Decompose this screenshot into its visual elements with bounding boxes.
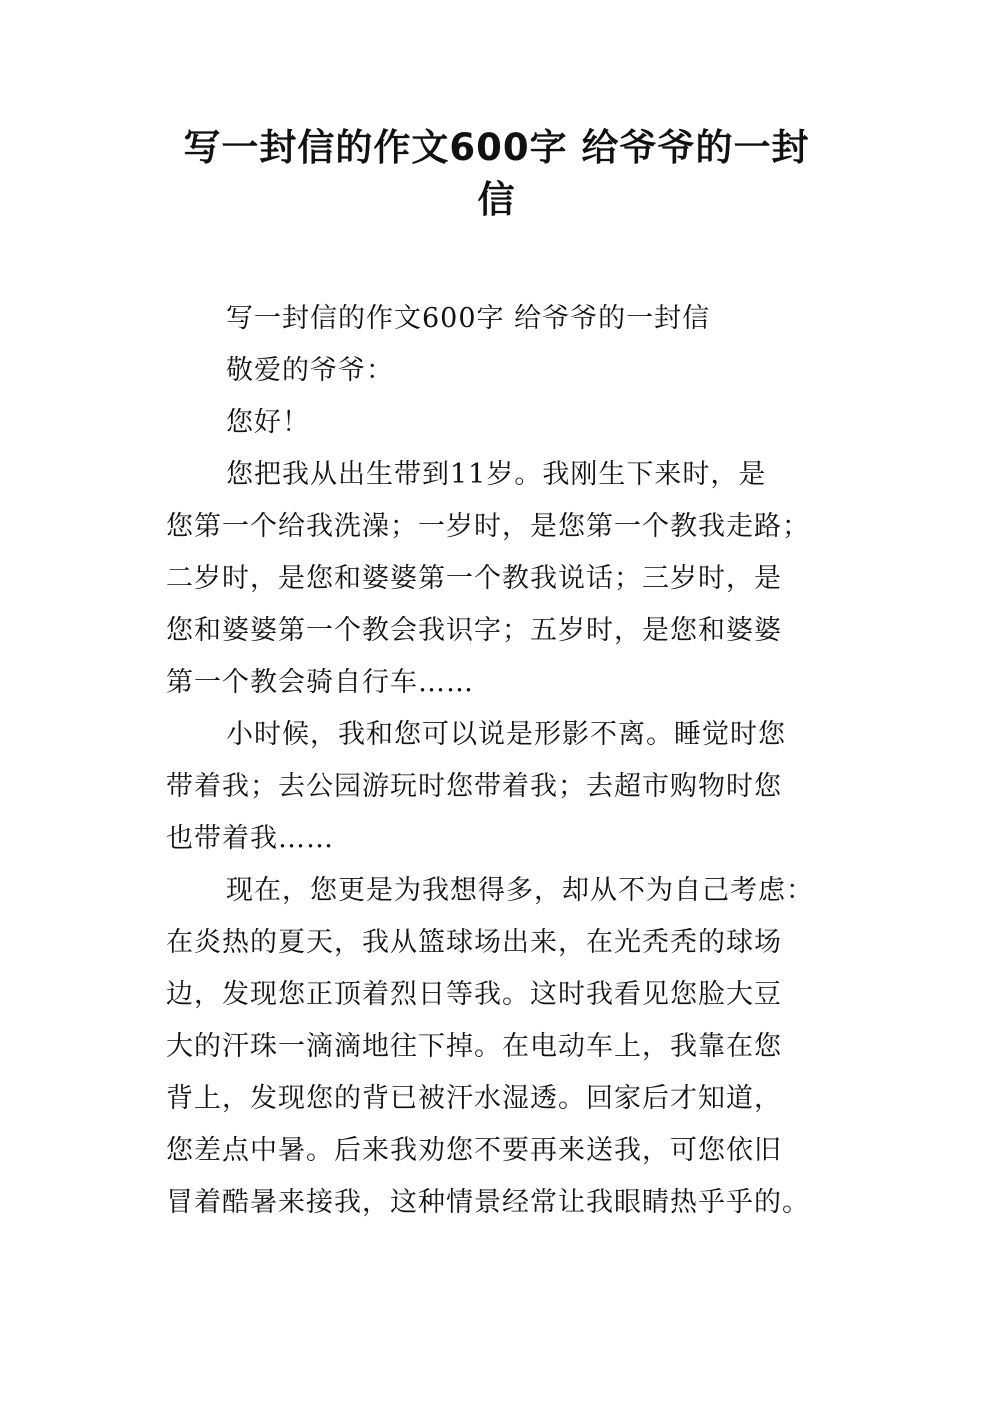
text-line: 大的汗珠一滴滴地往下掉。在电动车上，我靠在您 [166, 1031, 782, 1062]
text-line: 您第一个给我洗澡；一岁时，是您第一个教我走路； [166, 511, 810, 542]
salutation-line: 敬爱的爷爷： [226, 355, 394, 386]
text-line: 现在，您更是为我想得多，却从不为自己考虑： [226, 875, 814, 906]
text-line: 您把我从出生带到11岁。我刚生下来时，是 [226, 459, 767, 490]
text-line: 小时候，我和您可以说是形影不离。睡觉时您 [226, 719, 786, 750]
text-line: 您差点中暑。后来我劝您不要再来送我，可您依旧 [166, 1135, 782, 1166]
text-line: 在炎热的夏天，我从篮球场出来，在光秃秃的球场 [166, 927, 782, 958]
text-line: 背上，发现您的背已被汗水湿透。回家后才知道， [166, 1083, 782, 1114]
title-line-1: 写一封信的作文600字 给爷爷的一封 [183, 126, 810, 169]
text-line: 第一个教会骑自行车…… [166, 667, 474, 698]
text-line: 二岁时，是您和婆婆第一个教我说话；三岁时，是 [166, 563, 782, 594]
title-line-2: 信 [477, 178, 516, 221]
text-line: 带着我；去公园游玩时您带着我；去超市购物时您 [166, 771, 782, 802]
text-line: 您和婆婆第一个教会我识字；五岁时，是您和婆婆 [166, 615, 782, 646]
text-line: 冒着酷暑来接我，这种情景经常让我眼睛热乎乎的。 [166, 1187, 810, 1218]
greeting-line: 您好！ [226, 407, 310, 438]
text-line: 也带着我…… [166, 823, 334, 854]
letter-body [166, 293, 846, 1229]
text-line: 边，发现您正顶着烈日等我。这时我看见您脸大豆 [166, 979, 782, 1010]
document-title [150, 122, 843, 226]
text-line: 写一封信的作文600字 给爷爷的一封信 [226, 303, 711, 334]
